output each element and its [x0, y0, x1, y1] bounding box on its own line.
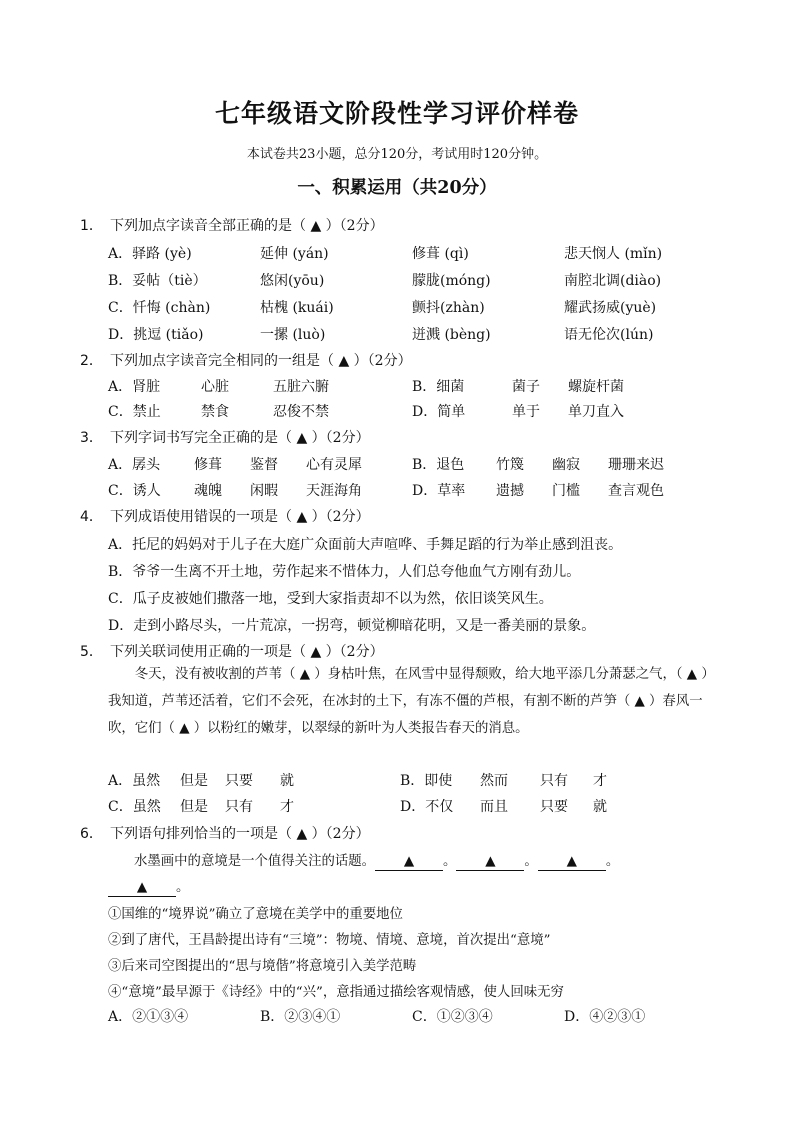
option-cell: 修葺 — [194, 457, 222, 473]
option-cell: 心脏 — [201, 379, 229, 395]
option-cell: A．②①③④ — [108, 1009, 189, 1025]
option-cell: 悠闲(yōu) — [260, 273, 325, 289]
option-cell: 门槛 — [552, 483, 580, 499]
option-cell: 语无伦次(lún) — [564, 327, 654, 343]
option-cell: D．④②③① — [564, 1009, 646, 1025]
option-cell: D．挑逗 (tiǎo) — [108, 327, 204, 343]
question-text: 下列加点字读音完全相同的一组是（ ▲ ）（2分） — [110, 353, 412, 369]
exam-instructions: 本试卷共23小题，总分120分，考试用时120分钟。 — [246, 147, 548, 162]
option-cell: 只要 — [225, 773, 253, 789]
option-cell: 只有 — [225, 799, 253, 815]
option-cell: 但是 — [180, 773, 208, 789]
option-cell: 朦胧(móng) — [412, 273, 491, 289]
option-cell: 悲天悯人 (mǐn) — [564, 246, 663, 262]
option-cell: 才 — [280, 799, 294, 815]
option-cell: B．退色 — [412, 457, 465, 473]
option-cell: 遗撼 — [496, 483, 524, 499]
question-number: 1． — [80, 218, 103, 234]
option-cell: 就 — [280, 773, 294, 789]
question-6-stem — [80, 823, 370, 843]
option-cell: 鉴督 — [250, 457, 278, 473]
q6-sentence: ③后来司空图提出的“思与境偕”将意境引入美学范畴 — [108, 959, 417, 974]
option-cell: 幽寂 — [552, 457, 580, 473]
option-cell: D．草率 — [412, 483, 466, 499]
question-text: 下列字词书写完全正确的是（ ▲ ）（2分） — [110, 430, 370, 446]
option-cell: 单于 — [512, 404, 540, 420]
option-cell: 禁食 — [201, 404, 229, 420]
option-cell: C．诱人 — [108, 483, 161, 499]
option-cell: A．孱头 — [108, 457, 161, 473]
question-number: 5． — [80, 644, 103, 660]
option-cell: 迸溅 (bèng) — [412, 327, 491, 343]
period: 。 — [605, 854, 620, 869]
option-cell: 一摞 (luò) — [260, 327, 326, 343]
passage-text: 冬天，没有被收割的芦苇（ ▲ ）身枯叶焦，在风雪中显得颓败，给大地平添几分萧瑟之气，（ ▲ ）我知道，芦苇还活着，它们不会死，在冰封的土下，有冻不僵的芦根，有割不断的芦笋（ ▲ ）春风一吹，它们（ ▲ ）以粉红的嫩芽，以翠绿的新叶为人类报告春天的消息。 — [108, 667, 715, 736]
option-cell: C．禁止 — [108, 404, 161, 420]
q6-sentence: ④“意境”最早源于《诗经》中的“兴”，意指通过描绘客观情感，使人回味无穷 — [108, 985, 564, 1000]
q4-option-a: A．托尼的妈妈对于儿子在大庭广众面前大声喧哗、手舞足蹈的行为举止感到沮丧。 — [108, 537, 623, 553]
answer-blank[interactable]: ▲ — [108, 880, 176, 897]
option-cell: 只有 — [540, 773, 568, 789]
option-cell: C．①②③④ — [412, 1009, 493, 1025]
lead-text: 水墨画中的意境是一个值得关注的话题。 — [134, 854, 376, 869]
period: 。 — [176, 880, 190, 895]
option-cell: 但是 — [180, 799, 208, 815]
option-cell: 枯槐 (kuái) — [260, 300, 334, 316]
option-cell: 竹篾 — [496, 457, 524, 473]
option-cell: 修葺 (qì) — [412, 246, 469, 262]
q4-option-c: C．瓜子皮被她们撒落一地，受到大家指责却不以为然，依旧谈笑风生。 — [108, 591, 553, 607]
period: 。 — [524, 854, 538, 869]
option-cell: 就 — [593, 799, 607, 815]
option-cell: D．不仅 — [400, 799, 454, 815]
page-title: 七年级语文阶段性学习评价样卷 — [214, 99, 579, 128]
option-cell: 只要 — [540, 799, 568, 815]
q6-sentence: ①国维的“境界说”确立了意境在美学中的重要地位 — [108, 907, 403, 922]
q5-passage — [108, 661, 720, 742]
option-cell: 珊珊来迟 — [608, 457, 664, 473]
option-cell: 菌子 — [512, 379, 540, 395]
option-cell: A．驿路 (yè) — [108, 246, 192, 262]
question-number: 4． — [80, 509, 103, 525]
question-4-stem — [80, 506, 370, 526]
option-cell: 而且 — [480, 799, 508, 815]
question-number: 3． — [80, 430, 103, 446]
question-1-stem — [80, 215, 384, 235]
question-text: 下列语句排列恰当的一项是（ ▲ ）（2分） — [110, 826, 370, 842]
option-cell: 闲暇 — [250, 483, 278, 499]
option-cell: C．虽然 — [108, 799, 161, 815]
answer-blank[interactable]: ▲ — [538, 854, 606, 871]
option-cell: 五脏六腑 — [273, 379, 329, 395]
section-heading: 一、积累运用（共20分） — [297, 178, 497, 198]
option-cell: A．虽然 — [108, 773, 161, 789]
option-cell: C．忏悔 (chàn) — [108, 300, 211, 316]
option-cell: 颤抖(zhàn) — [412, 300, 485, 316]
q4-option-b: B．爷爷一生离不开土地，劳作起来不惜体力，人们总夸他血气方刚有劲儿。 — [108, 564, 581, 580]
question-number: 6． — [80, 826, 103, 842]
option-cell: 耀武扬威(yuè) — [564, 300, 657, 316]
option-cell: 南腔北调(diào) — [564, 273, 662, 289]
option-cell: A．肾脏 — [108, 379, 161, 395]
question-text: 下列加点字读音全部正确的是（ ▲ ）（2分） — [110, 218, 384, 234]
option-cell: 单刀直入 — [568, 404, 624, 420]
answer-blank[interactable]: ▲ — [375, 854, 443, 871]
q6-sentence: ②到了唐代，王昌龄提出诗有“三境”：物境、情境、意境，首次提出“意境” — [108, 933, 551, 948]
option-cell: 查言观色 — [608, 483, 664, 499]
option-cell: 然而 — [480, 773, 508, 789]
option-cell: 延伸 (yán) — [260, 246, 329, 262]
option-cell: 魂魄 — [194, 483, 222, 499]
q6-blank-line — [108, 876, 189, 897]
option-cell: 才 — [593, 773, 607, 789]
q6-lead-line — [134, 850, 619, 871]
answer-blank[interactable]: ▲ — [456, 854, 524, 871]
option-cell: 天涯海角 — [306, 483, 362, 499]
period: 。 — [443, 854, 457, 869]
question-3-stem — [80, 427, 370, 447]
question-text: 下列成语使用错误的一项是（ ▲ ）（2分） — [110, 509, 370, 525]
q4-option-d: D．走到小路尽头，一片荒凉，一拐弯，顿觉柳暗花明，又是一番美丽的景象。 — [108, 618, 596, 634]
option-cell: 心有灵犀 — [306, 457, 362, 473]
option-cell: B．即使 — [400, 773, 453, 789]
option-cell: 螺旋杆菌 — [568, 379, 624, 395]
question-text: 下列关联词使用正确的一项是（ ▲ ）（2分） — [110, 644, 384, 660]
option-cell: B．②③④① — [260, 1009, 341, 1025]
option-cell: B．妥帖（tiè） — [108, 273, 207, 289]
option-cell: B．细菌 — [412, 379, 465, 395]
question-2-stem — [80, 350, 412, 370]
option-cell: D．简单 — [412, 404, 466, 420]
question-5-stem — [80, 641, 384, 661]
option-cell: 忍俊不禁 — [273, 404, 329, 420]
question-number: 2． — [80, 353, 103, 369]
